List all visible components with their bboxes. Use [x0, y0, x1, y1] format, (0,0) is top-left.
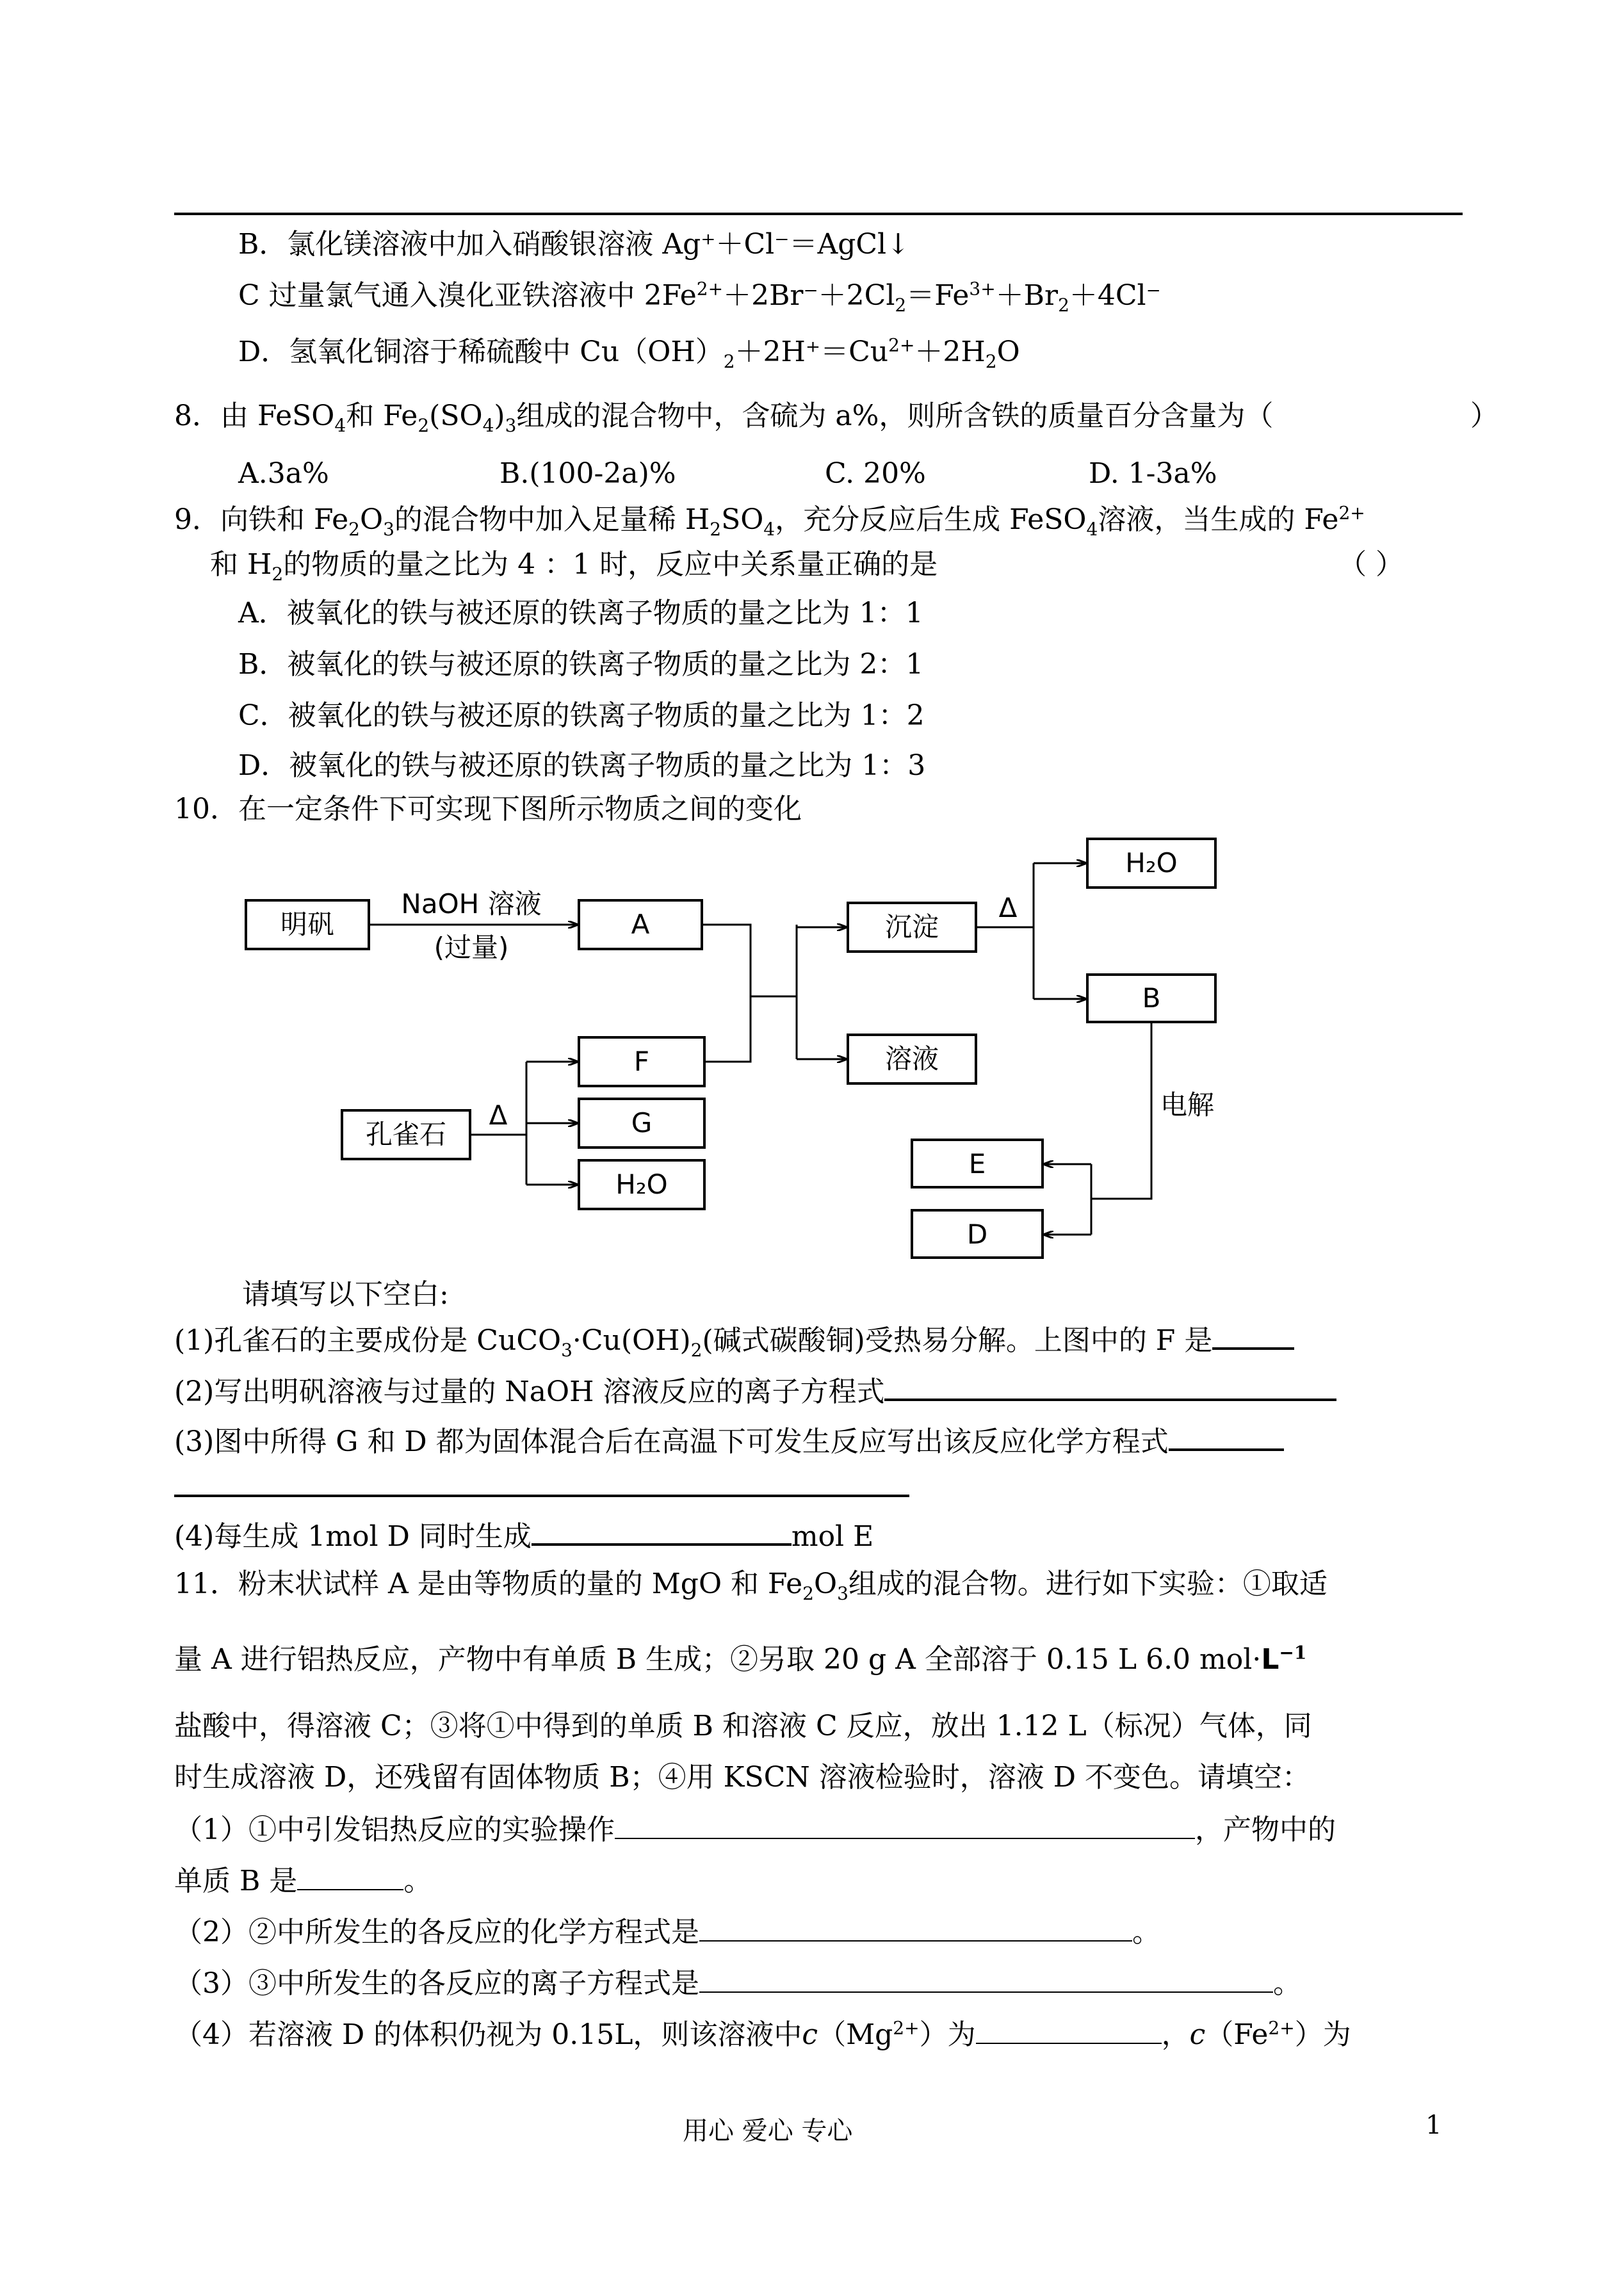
- label-B: B: [1142, 982, 1161, 1014]
- answer-blank-thermite-operation[interactable]: [615, 1810, 1195, 1839]
- q8-option-a: A.3a%: [238, 457, 329, 490]
- q11-sub2: （2）②中所发生的各反应的化学方程式是 。: [174, 1912, 1160, 1952]
- q11-line1: 11．粉末状试样 A 是由等物质的量的 MgO 和 $Fe_2O_3$组成的混合物。进行如下实验：①取适: [174, 1568, 1328, 1604]
- label-heat-top: Δ: [998, 892, 1018, 923]
- q9-option-a: A．被氧化的铁与被还原的铁离子物质的量之比为 1：1: [238, 597, 923, 629]
- label-G: G: [631, 1107, 653, 1139]
- answer-blank-chem-equations[interactable]: [699, 1912, 1132, 1942]
- q10-stem: 10．在一定条件下可实现下图所示物质之间的变化: [174, 793, 802, 825]
- q7-option-c: C 过量氯气通入溴化亚铁溶液中 $2Fe^{2+}+2Br^-+2Cl_2=Fe^{3+}+Br_2+4Cl^-$: [238, 278, 1161, 316]
- q7-option-b: B．氯化镁溶液中加入硝酸银溶液 Ag⁺＋Cl⁻＝AgCl↓: [238, 228, 910, 261]
- q10-sub4: (4)每生成 1mol D 同时生成 mol E: [174, 1515, 873, 1556]
- answer-blank-G-D-reaction[interactable]: [1169, 1420, 1284, 1451]
- q9-stem-line1: 9．向铁和 $Fe_2O_3$的混合物中加入足量稀 $H_2SO_4$，充分反应后生成 FeSO$_4$溶液，当生成的 $Fe^{2+}$: [174, 502, 1365, 540]
- label-alum: 明矾: [280, 909, 335, 940]
- label-H2O-top: H₂O: [1125, 847, 1178, 879]
- q10-sub1: (1)孔雀石的主要成份是 $CuCO_3\cdot Cu(OH)_2$(碱式碳酸铜)受热易分解。上图中的 F 是: [174, 1319, 1294, 1360]
- q8-option-d: D. 1-3a%: [1089, 457, 1217, 490]
- answer-blank-ionic-equations[interactable]: [699, 1963, 1273, 1993]
- q9-option-c: C．被氧化的铁与被还原的铁离子物质的量之比为 1：2: [238, 699, 925, 732]
- q11-sub1-cont: 单质 B 是 。: [174, 1861, 432, 1901]
- q11-sub1: （1）①中引发铝热反应的实验操作 ，产物中的: [174, 1810, 1336, 1849]
- q11-sub3: （3）③中所发生的各反应的离子方程式是 。: [174, 1963, 1301, 2003]
- answer-blank-element-B[interactable]: [297, 1861, 403, 1890]
- label-H2O-bottom: H₂O: [615, 1169, 668, 1200]
- label-E: E: [968, 1148, 986, 1180]
- q9-answer-paren: （ ）: [1338, 548, 1404, 581]
- q11-line3: 盐酸中，得溶液 C；③将①中得到的单质 B 和溶液 C 反应，放出 1.12 L（标况）气体，同: [174, 1710, 1312, 1742]
- label-malachite: 孔雀石: [365, 1119, 447, 1150]
- answer-blank-F[interactable]: [1212, 1319, 1294, 1350]
- label-D: D: [966, 1219, 988, 1250]
- page-number: 1: [1425, 2111, 1442, 2140]
- label-heat-bottom: Δ: [489, 1099, 508, 1131]
- q11-line2: 量 A 进行铝热反应，产物中有单质 B 生成；②另取 20 g A 全部溶于 0.15 L 6.0 $mol\cdot L^{-1}$: [174, 1642, 1307, 1676]
- label-naoh: NaOH 溶液: [401, 888, 542, 920]
- q8-option-b: B.(100-2a)%: [499, 457, 676, 490]
- footer-motto: 用心 爱心 专心: [683, 2116, 853, 2146]
- q11-sub4: （4）若溶液 D 的体积仍视为 0.15L，则该溶液中$c(Mg^{2+})$为 ，$c(Fe^{2+})$为: [174, 2015, 1351, 2054]
- q11-line4: 时生成溶液 D，还残留有固体物质 B；④用 KSCN 溶液检验时，溶液 D 不变色。请填空：: [174, 1761, 1310, 1794]
- q7-option-d: D．氢氧化铜溶于稀硫酸中 $Cu(OH)_2+2H^+=Cu^{2+}+2H_2O$: [238, 334, 1020, 372]
- label-A: A: [631, 909, 650, 940]
- answer-blank-c-Mg[interactable]: [976, 2015, 1162, 2044]
- answer-blank-alum-naoh[interactable]: [884, 1370, 1336, 1401]
- q10-sub2: (2)写出明矾溶液与过量的 NaOH 溶液反应的离子方程式: [174, 1370, 1336, 1411]
- answer-blank-mol-E[interactable]: [532, 1515, 792, 1546]
- label-electrolysis: 电解: [1160, 1089, 1215, 1121]
- label-solution: 溶液: [884, 1043, 939, 1075]
- q9-option-d: D．被氧化的铁与被还原的铁离子物质的量之比为 1：3: [238, 749, 926, 782]
- answer-blank-G-D-reaction-cont[interactable]: [174, 1495, 909, 1497]
- label-F: F: [633, 1046, 650, 1077]
- q8-stem: 8．由 FeSO$_4$和 $Fe_2(SO_4)_3$组成的混合物中，含硫为 a%，则所含铁的质量百分含量为（: [174, 400, 1274, 436]
- q8-option-c: C. 20%: [825, 457, 926, 490]
- q9-option-b: B．被氧化的铁与被还原的铁离子物质的量之比为 2：1: [238, 648, 924, 681]
- q8-paren-close: ）: [1470, 400, 1498, 432]
- label-precipitate: 沉淀: [884, 911, 939, 943]
- q10-sub3: (3)图中所得 G 和 D 都为固体混合后在高温下可发生反应写出该反应化学方程式: [174, 1420, 1284, 1461]
- q9-stem-line2: 和 $H_2$的物质的量之比为 4 ：1 时，反应中关系量正确的是: [210, 548, 938, 585]
- q10-fill-instruction: 请填写以下空白:: [242, 1278, 449, 1311]
- label-excess: (过量): [434, 932, 509, 963]
